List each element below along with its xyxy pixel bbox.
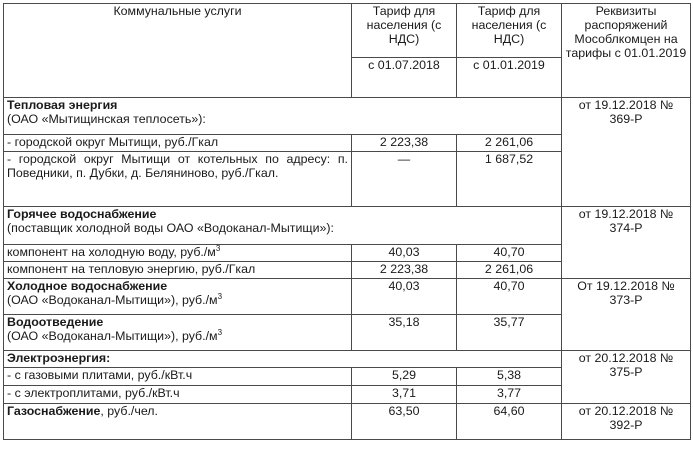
electricity-requisite: от 20.12.2018 № 375-Р: [562, 351, 691, 404]
hot-water-row-1-label: компонент на холодную воду, руб./м: [7, 245, 216, 259]
header-row: [4, 4, 691, 58]
header-tariff-2018: Тариф для населения (с НДС): [352, 4, 457, 58]
hot-water-row-1-v2018: 40,03: [352, 245, 457, 262]
cold-water-title: Холодное водоснабжение: [7, 279, 168, 293]
tariff-table: [3, 3, 691, 440]
electricity-title: Электроэнергия:: [4, 351, 562, 368]
heat-row-2-v2018: —: [352, 152, 457, 207]
heat-row-2-v2019: 1 687,52: [457, 152, 562, 207]
electricity-title-row: [4, 351, 691, 368]
sewage-label-cell: [4, 315, 352, 351]
heat-row-2-label: - городской округ Мытищи от котельных по адресу: п. Поведники, п. Дубки, д. Беляниново, руб./Гкал.: [4, 152, 352, 207]
electricity-row-1-v2019: 5,38: [457, 368, 562, 386]
gas-v2018: 63,50: [352, 404, 457, 440]
gas-row: [4, 404, 691, 440]
cold-water-requisite: От 19.12.2018 № 373-Р: [562, 279, 691, 351]
hot-water-row-2-v2019: 2 261,06: [457, 262, 562, 279]
sewage-v2019: 35,77: [457, 315, 562, 351]
electricity-row-1-v2018: 5,29: [352, 368, 457, 386]
cold-water-v2019: 40,70: [457, 279, 562, 315]
hot-water-row-2-v2018: 2 223,38: [352, 262, 457, 279]
gas-suffix: , руб./чел.: [100, 404, 158, 418]
cubic-superscript: 3: [217, 328, 223, 337]
hot-water-subtitle: (поставщик холодной воды ОАО «Водоканал-Мытищи»):: [7, 221, 334, 235]
heat-title: Тепловая энергия: [7, 98, 118, 112]
heat-row-1-v2019: 2 261,06: [457, 135, 562, 152]
sewage-v2018: 35,18: [352, 315, 457, 351]
header-date-2019: с 01.01.2019: [457, 58, 562, 98]
cold-water-label-cell: [4, 279, 352, 315]
header-services: Коммунальные услуги: [4, 4, 352, 98]
electricity-row-1-label: - с газовыми плитами, руб./кВт.ч: [4, 368, 352, 386]
electricity-row-2-v2018: 3,71: [352, 386, 457, 404]
header-date-2018: с 01.07.2018: [352, 58, 457, 98]
cubic-superscript: 3: [217, 292, 223, 301]
cold-water-subtitle: (ОАО «Водоканал-Мытищи»), руб./м: [7, 293, 218, 307]
heat-title-row: [4, 98, 691, 135]
hot-water-requisite: от 19.12.2018 № 374-Р: [562, 207, 691, 279]
cubic-superscript: 3: [215, 244, 221, 253]
sewage-subtitle: (ОАО «Водоканал-Мытищи»), руб./м: [7, 329, 218, 343]
hot-water-title: Горячее водоснабжение: [7, 207, 157, 221]
cold-water-v2018: 40,03: [352, 279, 457, 315]
hot-water-title-row: [4, 207, 691, 245]
hot-water-title-cell: [4, 207, 562, 245]
gas-title: Газоснабжение: [7, 404, 101, 418]
electricity-row-2-label: - с электроплитами, руб./кВт.ч: [4, 386, 352, 404]
gas-label-cell: [4, 404, 352, 440]
hot-water-row-2-label: компонент на тепловую энергию, руб./Гкал: [4, 262, 352, 279]
heat-row-1-label: - городской округ Мытищи, руб./Гкал: [4, 135, 352, 152]
sewage-title: Водоотведение: [7, 315, 104, 329]
header-requisites: Реквизиты распоряжений Мособлкомцен на тарифы с 01.01.2019: [562, 4, 691, 98]
heat-requisite: от 19.12.2018 № 369-Р: [562, 98, 691, 207]
heat-subtitle: (ОАО «Мытищинская теплосеть»):: [7, 112, 206, 126]
cold-water-row: [4, 279, 691, 315]
heat-title-cell: [4, 98, 562, 135]
hot-water-row-1-v2019: 40,70: [457, 245, 562, 262]
gas-requisite: от 20.12.2018 № 392-Р: [562, 404, 691, 440]
gas-v2019: 64,60: [457, 404, 562, 440]
heat-row-1-v2018: 2 223,38: [352, 135, 457, 152]
header-tariff-2019: Тариф для населения (с НДС): [457, 4, 562, 58]
hot-water-row-1-label-cell: [4, 245, 352, 262]
electricity-row-2-v2019: 3,77: [457, 386, 562, 404]
